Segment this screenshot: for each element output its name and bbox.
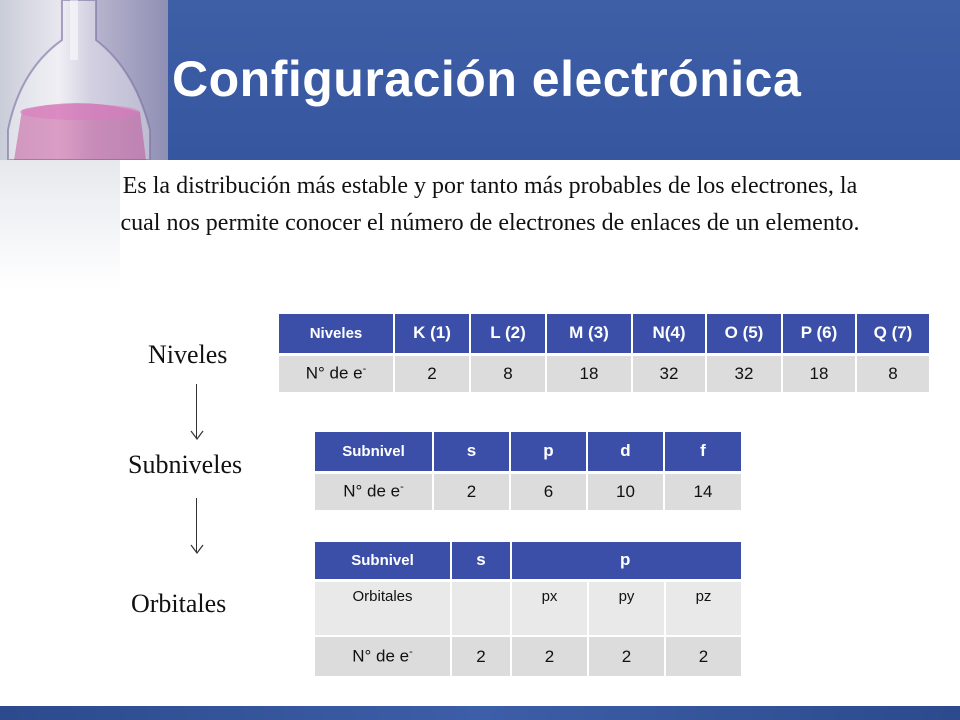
footer-bar bbox=[0, 706, 960, 720]
row-label-cell: Orbitales bbox=[315, 580, 451, 636]
stage-label-orbitales: Orbitales bbox=[131, 589, 227, 618]
stage-label-subniveles: Subniveles bbox=[128, 450, 243, 479]
table-header-cell: p bbox=[511, 542, 742, 580]
table-header-row bbox=[315, 542, 742, 580]
decorative-fade bbox=[0, 160, 120, 290]
table-header-row bbox=[315, 432, 742, 472]
table-cell: 8 bbox=[856, 354, 930, 392]
table-header-cell: f bbox=[664, 432, 742, 472]
arrow-down-icon bbox=[190, 498, 204, 554]
row-label-cell bbox=[315, 636, 451, 676]
table-cell: py bbox=[588, 580, 665, 636]
table-cell: 2 bbox=[394, 354, 470, 392]
table-cell: 2 bbox=[588, 636, 665, 676]
table-header-cell: N(4) bbox=[632, 314, 706, 354]
table-header-cell: M (3) bbox=[546, 314, 632, 354]
title-banner bbox=[0, 0, 960, 160]
table-header-cell: Q (7) bbox=[856, 314, 930, 354]
table-header-cell: K (1) bbox=[394, 314, 470, 354]
table-cell: px bbox=[511, 580, 588, 636]
row-label: N° de e bbox=[305, 364, 363, 384]
table-cell: 2 bbox=[665, 636, 742, 676]
table-cell: 18 bbox=[782, 354, 856, 392]
table-cell: 32 bbox=[706, 354, 782, 392]
table-cell: 2 bbox=[451, 636, 511, 676]
superscript-minus: - bbox=[409, 646, 413, 659]
table-cell: 6 bbox=[510, 472, 587, 510]
table-header-cell: p bbox=[510, 432, 587, 472]
row-label-cell bbox=[279, 354, 394, 392]
orbitales-table bbox=[315, 542, 743, 676]
table-header-cell: P (6) bbox=[782, 314, 856, 354]
table-cell: 32 bbox=[632, 354, 706, 392]
table-header-row bbox=[279, 314, 930, 354]
table-cell: 2 bbox=[511, 636, 588, 676]
flask-image bbox=[0, 0, 168, 160]
table-header-cell: L (2) bbox=[470, 314, 546, 354]
table-row bbox=[315, 580, 742, 636]
superscript-minus: - bbox=[362, 363, 367, 376]
arrow-down-icon bbox=[190, 384, 204, 440]
table-header-cell: d bbox=[587, 432, 664, 472]
row-label: N° de e bbox=[343, 482, 401, 502]
table-cell: 2 bbox=[433, 472, 510, 510]
page-title: Configuración electrónica bbox=[172, 51, 802, 107]
table-header-cell: Subnivel bbox=[315, 432, 433, 472]
table-header-cell: s bbox=[433, 432, 510, 472]
row-label-cell bbox=[315, 472, 433, 510]
table-cell: 10 bbox=[587, 472, 664, 510]
table-cell: pz bbox=[665, 580, 742, 636]
row-label: N° de e bbox=[352, 646, 410, 666]
table-header-cell: Subnivel bbox=[315, 542, 451, 580]
stage-label-niveles: Niveles bbox=[148, 340, 228, 369]
table-row bbox=[315, 472, 742, 510]
table-header-cell: O (5) bbox=[706, 314, 782, 354]
table-cell: 14 bbox=[664, 472, 742, 510]
table-cell: 8 bbox=[470, 354, 546, 392]
superscript-minus: - bbox=[400, 481, 404, 494]
table-row bbox=[315, 636, 742, 676]
table-header-cell: s bbox=[451, 542, 511, 580]
subniveles-table bbox=[315, 432, 743, 510]
table-row bbox=[279, 354, 930, 392]
niveles-table bbox=[279, 314, 931, 392]
table-header-cell: Niveles bbox=[279, 314, 394, 354]
table-cell: 18 bbox=[546, 354, 632, 392]
intro-paragraph: Es la distribución más estable y por tanto más probables de los electrones, la cual nos permite conocer el número de electrones de enlaces de un elemento. bbox=[120, 173, 860, 236]
table-cell bbox=[451, 580, 511, 636]
